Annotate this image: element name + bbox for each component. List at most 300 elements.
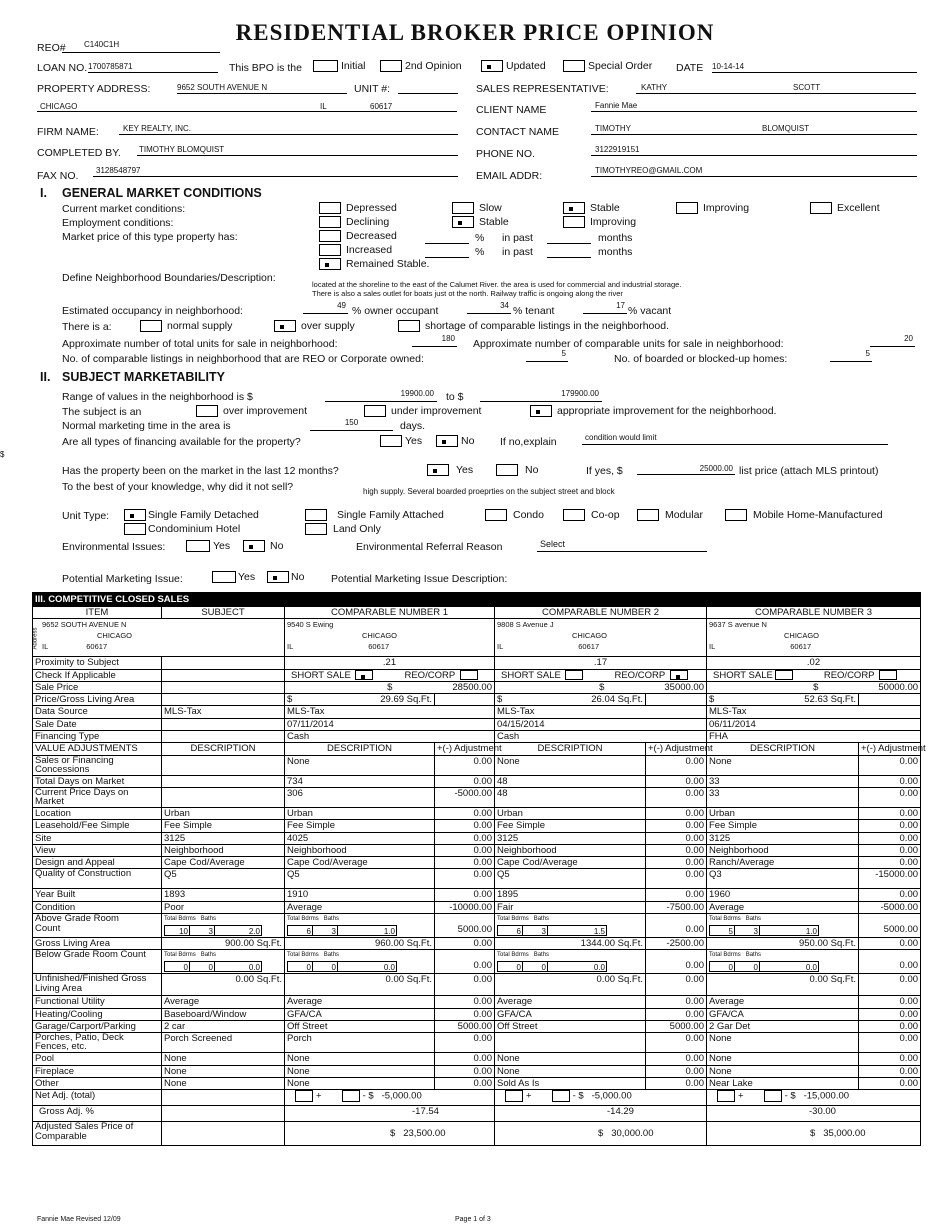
comp3-bg-rooms[interactable] [707, 950, 859, 974]
client-field[interactable]: Fannie Mae [591, 99, 917, 112]
description-cell[interactable]: 734 [285, 775, 435, 787]
days-field[interactable]: 150 [310, 418, 393, 431]
comp2-sale-date[interactable]: 04/15/2014 [495, 718, 707, 730]
adjustment-cell[interactable]: 0.00 [646, 889, 707, 901]
description-cell[interactable]: 4025 [285, 832, 435, 844]
dollar-sign: $ [578, 1090, 584, 1102]
adjustment-cell[interactable]: -5000.00 [859, 901, 921, 913]
plus-checkbox-icon[interactable] [295, 1090, 313, 1102]
adjustment-cell[interactable]: 0.00 [435, 1077, 495, 1089]
city-line[interactable] [37, 99, 457, 112]
description-cell[interactable]: Off Street [285, 1020, 435, 1032]
subject-state: IL [42, 642, 49, 652]
comp1-gla[interactable] [285, 938, 435, 950]
description-cell[interactable]: None [285, 1065, 435, 1077]
cb-over-improvement[interactable] [196, 405, 307, 417]
description-cell[interactable]: None [707, 1033, 859, 1053]
adjustment-cell[interactable]: 0.00 [646, 844, 707, 856]
description-cell[interactable]: 3125 [162, 832, 285, 844]
cb-slow[interactable] [452, 202, 502, 214]
description-cell[interactable]: None [162, 1077, 285, 1089]
adjustment-cell[interactable]: 0.00 [646, 787, 707, 807]
comp3-gla[interactable] [707, 938, 859, 950]
cb-emp-stable[interactable] [452, 216, 509, 228]
description-cell[interactable]: Cape Cod/Average [285, 857, 435, 869]
env-ref-label: Environmental Referral Reason [356, 541, 503, 553]
comp1-asp[interactable] [285, 1122, 495, 1146]
reo-listings-field[interactable]: 5 [526, 349, 568, 362]
adjustment-cell[interactable]: -15000.00 [859, 869, 921, 889]
checkbox-icon[interactable] [460, 670, 478, 680]
cb-condo-hotel[interactable] [124, 523, 240, 535]
adjustment-cell[interactable]: 0.00 [435, 857, 495, 869]
explain-field[interactable]: condition would limit [582, 432, 888, 445]
adjustment-cell[interactable]: 0.00 [859, 820, 921, 832]
description-cell[interactable]: Fee Simple [495, 820, 646, 832]
adjustment-cell[interactable]: 0.00 [646, 857, 707, 869]
description-cell[interactable]: None [495, 1053, 646, 1065]
adjustment-cell[interactable]: -10000.00 [435, 901, 495, 913]
comp2-data-source[interactable]: MLS-Tax [495, 706, 707, 718]
bdrms-label: Bdrms [723, 916, 741, 923]
adjustment-cell[interactable]: 0.00 [435, 889, 495, 901]
cb-appropriate[interactable] [530, 405, 776, 417]
comp1-financing-type[interactable]: Cash [285, 731, 495, 743]
shortage-label: shortage of comparable listings in the neighborhood. [425, 320, 669, 332]
adjustment-cell[interactable]: 0.00 [859, 1033, 921, 1053]
comp1-rooms[interactable] [285, 914, 435, 938]
description-cell[interactable]: Cape Cod/Average [495, 857, 646, 869]
adjustment-cell[interactable]: 0.00 [646, 775, 707, 787]
decreased-pct-field[interactable] [425, 231, 469, 244]
cb-pmi-yes[interactable] [212, 571, 255, 583]
comp1-rooms-adj[interactable]: 5000.00 [435, 914, 495, 938]
description-cell[interactable]: Neighborhood [285, 844, 435, 856]
subject-gla[interactable] [162, 938, 285, 950]
bpo-updated[interactable] [481, 60, 546, 72]
cb-sfd[interactable] [124, 509, 259, 521]
description-cell[interactable]: Cape Cod/Average [162, 857, 285, 869]
description-cell[interactable]: 1893 [162, 889, 285, 901]
phone-field[interactable]: 3122919151 [591, 143, 917, 156]
description-cell[interactable]: GFA/CA [495, 1008, 646, 1020]
adjustment-cell[interactable]: 5000.00 [646, 1020, 707, 1032]
description-cell[interactable]: None [162, 1065, 285, 1077]
description-cell[interactable] [162, 755, 285, 775]
checkbox-icon[interactable] [879, 670, 897, 680]
comp1-data-source[interactable]: MLS-Tax [285, 706, 495, 718]
adjustment-cell[interactable]: 0.00 [435, 807, 495, 819]
comp2-ppsf[interactable] [495, 694, 646, 706]
description-cell[interactable]: 306 [285, 787, 435, 807]
description-cell[interactable]: Average [285, 901, 435, 913]
comp2-address[interactable] [495, 619, 707, 657]
description-cell[interactable]: Urban [495, 807, 646, 819]
cb-emp-improving[interactable] [563, 216, 636, 228]
rep-field[interactable] [636, 81, 916, 94]
adjustment-cell[interactable]: 0.00 [435, 1065, 495, 1077]
checkbox-checked-icon [243, 540, 265, 552]
adjustment-cell[interactable]: 0.00 [859, 807, 921, 819]
adjustment-cell[interactable]: 0.00 [646, 832, 707, 844]
reo-field[interactable]: C140C1H [62, 40, 220, 53]
vacant-field[interactable]: 17 [583, 301, 627, 314]
adjustment-cell[interactable]: 0.00 [859, 1065, 921, 1077]
adjustment-cell[interactable]: 0.00 [646, 1065, 707, 1077]
subject-rooms[interactable] [162, 914, 285, 938]
description-cell[interactable]: None [495, 1065, 646, 1077]
comp1-bg-sqft-adj[interactable]: 0.00 [435, 974, 495, 996]
comp2-bg-sqft[interactable] [495, 974, 646, 996]
comp3-proximity[interactable]: .02 [707, 657, 921, 669]
comp1-bg-adj[interactable]: 0.00 [435, 950, 495, 974]
cb-env-no[interactable] [243, 540, 283, 552]
adjustment-cell[interactable]: -5000.00 [435, 787, 495, 807]
checkbox-icon [313, 60, 338, 72]
bpo-initial[interactable] [313, 60, 366, 72]
comp2-financing-type[interactable]: Cash [495, 731, 707, 743]
adjustment-cell[interactable]: 0.00 [435, 1053, 495, 1065]
checkbox-icon[interactable] [565, 670, 583, 680]
comp2-gla-adj[interactable]: -2500.00 [646, 938, 707, 950]
range-to-label: to $ [446, 391, 464, 403]
comp3-rooms[interactable] [707, 914, 859, 938]
cb-normal-supply[interactable] [140, 320, 232, 332]
adjustment-cell[interactable]: 0.00 [435, 755, 495, 775]
comp2-rooms[interactable] [495, 914, 646, 938]
row-label: Site [33, 832, 162, 844]
adjustment-cell[interactable]: 0.00 [646, 1008, 707, 1020]
description-cell[interactable]: Porch Screened [162, 1033, 285, 1053]
comp1-check[interactable] [285, 669, 495, 681]
description-cell[interactable]: Baseboard/Window [162, 1008, 285, 1020]
range-low-field[interactable]: 19900.00 [325, 389, 437, 402]
description-cell[interactable] [495, 1033, 646, 1053]
comp1-sale-price[interactable] [285, 681, 495, 693]
cb-decreased[interactable] [319, 230, 397, 242]
unit-label: UNIT #: [354, 83, 390, 95]
comp2-bg-sqft-adj[interactable]: 0.00 [646, 974, 707, 996]
cb-env-yes[interactable] [186, 540, 230, 552]
cb-modular[interactable] [637, 509, 703, 521]
comp1-address[interactable] [285, 619, 495, 657]
plus-label: + [738, 1090, 744, 1102]
comp2-net-adj[interactable] [495, 1090, 707, 1106]
description-cell[interactable]: Fee Simple [162, 820, 285, 832]
adjustment-cell[interactable]: 0.00 [435, 996, 495, 1008]
cb-improving[interactable] [676, 202, 749, 214]
comp3-net-adj[interactable] [707, 1090, 921, 1106]
comp1-ppsf[interactable] [285, 694, 435, 706]
description-cell[interactable]: Q5 [285, 869, 435, 889]
increased-months-field[interactable] [547, 245, 591, 258]
description-cell[interactable]: Urban [162, 807, 285, 819]
cb-remained[interactable] [319, 258, 429, 270]
description-cell[interactable]: Near Lake [707, 1077, 859, 1089]
plus-checkbox-icon[interactable] [505, 1090, 523, 1102]
description-cell[interactable]: Fair [495, 901, 646, 913]
subject-data-source[interactable]: MLS-Tax [162, 706, 285, 718]
description-cell[interactable]: 1960 [707, 889, 859, 901]
cb-market-yes[interactable] [427, 464, 473, 476]
description-cell[interactable]: Off Street [495, 1020, 646, 1032]
description-cell[interactable]: 1895 [495, 889, 646, 901]
emp-stable-label: Stable [479, 216, 509, 228]
adjustment-cell[interactable]: 0.00 [859, 832, 921, 844]
description-cell[interactable]: None [285, 1077, 435, 1089]
dollar-sign: $ [497, 694, 503, 706]
description-cell[interactable] [162, 775, 285, 787]
comp1-sale-date[interactable]: 07/11/2014 [285, 718, 495, 730]
cb-under-improvement[interactable] [364, 405, 481, 417]
description-cell[interactable]: Q5 [162, 869, 285, 889]
comp3-address[interactable] [707, 619, 921, 657]
description-cell[interactable]: Average [162, 996, 285, 1008]
cb-shortage[interactable] [398, 320, 669, 332]
total-label: Total [287, 952, 300, 959]
comp3-bg-sqft-adj[interactable]: 0.00 [859, 974, 921, 996]
checkbox-checked-icon[interactable] [670, 670, 688, 680]
comp3-gross-adj[interactable]: -30.00 [707, 1106, 921, 1122]
tenant-field[interactable]: 34 [467, 301, 511, 314]
comp1-ppsf-value: 29.69 [380, 694, 405, 706]
adjustment-cell[interactable]: 0.00 [646, 1077, 707, 1089]
minus-checkbox-icon[interactable] [342, 1090, 360, 1102]
comp1-net-adj[interactable] [285, 1090, 495, 1106]
adjustment-cell[interactable]: 0.00 [435, 869, 495, 889]
description-cell[interactable]: None [495, 755, 646, 775]
adjustment-cell[interactable]: 0.00 [435, 844, 495, 856]
comp3-bg-sqft[interactable] [707, 974, 859, 996]
cb-pmi-no[interactable] [267, 571, 304, 583]
description-cell[interactable]: Fee Simple [707, 820, 859, 832]
description-cell[interactable]: 3125 [495, 832, 646, 844]
adjustment-cell[interactable]: 0.00 [435, 775, 495, 787]
comp2-gross-adj[interactable]: -14.29 [495, 1106, 707, 1122]
adjustment-cell[interactable]: 0.00 [646, 820, 707, 832]
comp3-sale-price[interactable] [707, 681, 921, 693]
increased-pct-field[interactable] [425, 245, 469, 258]
description-cell[interactable]: None [707, 1065, 859, 1077]
subject-financing-type[interactable] [162, 731, 285, 743]
checkbox-icon [305, 509, 327, 521]
cb-coop[interactable] [563, 509, 620, 521]
cb-financing-no[interactable] [436, 435, 474, 447]
minus-checkbox-icon[interactable] [552, 1090, 570, 1102]
table-row [33, 996, 921, 1008]
adjustment-cell[interactable]: 0.00 [646, 807, 707, 819]
plus-checkbox-icon[interactable] [717, 1090, 735, 1102]
description-cell[interactable]: Poor [162, 901, 285, 913]
adjustment-cell[interactable]: 5000.00 [435, 1020, 495, 1032]
subject-bg-rooms[interactable] [162, 950, 285, 974]
comp3-data-source[interactable]: MLS-Tax [707, 706, 921, 718]
description-cell[interactable]: None [707, 1053, 859, 1065]
cb-depressed[interactable] [319, 202, 397, 214]
address-field[interactable]: 9652 SOUTH AVENUE N [177, 81, 347, 94]
comp2-gla[interactable] [495, 938, 646, 950]
boarded-field[interactable]: 5 [830, 349, 872, 362]
subject-bg-sqft[interactable] [162, 974, 285, 996]
adjustment-cell[interactable]: 0.00 [435, 1033, 495, 1053]
comp3-sale-date[interactable]: 06/11/2014 [707, 718, 921, 730]
minus-checkbox-icon[interactable] [764, 1090, 782, 1102]
env-select[interactable]: Select [537, 539, 707, 552]
dollar-sign: $ [810, 1128, 816, 1140]
comp1-bg-rooms[interactable] [285, 950, 435, 974]
description-cell[interactable]: Average [707, 901, 859, 913]
description-cell[interactable]: None [707, 755, 859, 775]
cb-over-supply[interactable] [274, 320, 355, 332]
adjustment-cell[interactable]: -7500.00 [646, 901, 707, 913]
subject-net-adj [162, 1090, 285, 1106]
cb-declining[interactable] [319, 216, 389, 228]
adjustment-cell[interactable]: 0.00 [646, 1033, 707, 1053]
checkbox-icon[interactable] [775, 670, 793, 680]
description-cell[interactable]: Neighborhood [707, 844, 859, 856]
description-cell[interactable]: 1910 [285, 889, 435, 901]
adjustment-cell[interactable]: 0.00 [859, 844, 921, 856]
adjustment-cell[interactable]: 0.00 [859, 1020, 921, 1032]
adjustment-cell[interactable]: 0.00 [859, 996, 921, 1008]
cb-stable[interactable] [563, 202, 620, 214]
description-cell[interactable]: Porch [285, 1033, 435, 1053]
contact-field[interactable] [591, 122, 917, 135]
description-cell[interactable]: None [285, 1053, 435, 1065]
fax-field[interactable]: 3128548797 [93, 164, 458, 177]
cb-condo[interactable] [485, 509, 544, 521]
comp2-asp[interactable] [495, 1122, 707, 1146]
adjustment-cell[interactable]: 0.00 [435, 820, 495, 832]
adjustment-cell[interactable]: 0.00 [646, 996, 707, 1008]
adjustment-cell[interactable]: 0.00 [859, 1053, 921, 1065]
adjustment-cell[interactable]: 0.00 [646, 1053, 707, 1065]
description-cell[interactable]: Urban [285, 807, 435, 819]
subject-description-header: DESCRIPTION [162, 743, 285, 755]
comp1-gla-adj[interactable]: 0.00 [435, 938, 495, 950]
table-row [33, 1020, 921, 1032]
range-high-field[interactable]: 179900.00 [480, 389, 602, 402]
adjustment-cell[interactable]: 0.00 [859, 787, 921, 807]
adjustment-cell[interactable]: 0.00 [646, 869, 707, 889]
comp1-bg-sqft[interactable] [285, 974, 435, 996]
description-cell[interactable]: GFA/CA [285, 1008, 435, 1020]
description-cell[interactable]: Fee Simple [285, 820, 435, 832]
adjustment-cell[interactable]: 0.00 [859, 755, 921, 775]
comp2-bg-adj[interactable]: 0.00 [646, 950, 707, 974]
unit-field[interactable] [398, 81, 458, 94]
completed-field[interactable]: TIMOTHY BLOMQUIST [137, 143, 458, 156]
description-cell[interactable]: 33 [707, 775, 859, 787]
description-cell[interactable]: 33 [707, 787, 859, 807]
description-cell[interactable]: 2 car [162, 1020, 285, 1032]
bpo-special[interactable] [563, 60, 652, 72]
adjustment-cell[interactable]: 0.00 [646, 755, 707, 775]
why-field[interactable]: high supply. Several boarded proeprties on the subject street and block [363, 487, 615, 496]
adjustment-cell[interactable]: 0.00 [859, 857, 921, 869]
description-cell[interactable]: None [285, 755, 435, 775]
list-price-field[interactable]: 25000.00 [637, 462, 735, 475]
adjustment-cell[interactable]: 0.00 [859, 1077, 921, 1089]
description-cell[interactable]: Q5 [495, 869, 646, 889]
description-cell[interactable]: Neighborhood [495, 844, 646, 856]
comp3-ppsf[interactable] [707, 694, 859, 706]
description-cell[interactable]: Urban [707, 807, 859, 819]
description-cell[interactable]: Average [707, 996, 859, 1008]
comp3-check[interactable] [707, 669, 921, 681]
comp2-bg-rooms[interactable] [495, 950, 646, 974]
description-cell[interactable]: GFA/CA [707, 1008, 859, 1020]
adjustment-cell[interactable]: 0.00 [859, 889, 921, 901]
date-field[interactable]: 10-14-14 [712, 60, 917, 73]
cb-increased[interactable] [319, 244, 392, 256]
cb-financing-yes[interactable] [380, 435, 422, 447]
cb-mobile[interactable] [725, 509, 883, 521]
comp1-gross-adj[interactable]: -17.54 [285, 1106, 495, 1122]
pmi-no-label: No [291, 571, 305, 583]
total-units-field[interactable]: 180 [412, 334, 457, 347]
decreased-months-field[interactable] [547, 231, 591, 244]
owner-field[interactable]: 49 [303, 301, 348, 314]
comp-units-field[interactable]: 20 [870, 334, 915, 347]
comp1-proximity[interactable]: .21 [285, 657, 495, 669]
adjustment-cell[interactable]: 0.00 [435, 832, 495, 844]
subject-proximity[interactable] [162, 657, 285, 669]
baths-label: Baths [533, 916, 550, 923]
comp2-gla-value: 1344.00 [580, 938, 616, 950]
description-cell[interactable] [162, 787, 285, 807]
checkbox-checked-icon[interactable] [355, 670, 373, 680]
email-field[interactable]: TIMOTHYREO@GMAIL.COM [591, 164, 917, 177]
adjustment-cell[interactable]: 0.00 [859, 1008, 921, 1020]
comp3-financing-type[interactable]: FHA [707, 731, 921, 743]
comp1-ppsf-blank [435, 694, 495, 706]
comp2-sale-price[interactable] [495, 681, 707, 693]
description-cell[interactable]: None [162, 1053, 285, 1065]
loan-field[interactable]: 1700785871 [88, 60, 218, 73]
subject-address[interactable] [33, 619, 285, 657]
description-cell[interactable]: 2 Gar Det [707, 1020, 859, 1032]
comp2-proximity[interactable]: .17 [495, 657, 707, 669]
description-cell[interactable]: Sold As Is [495, 1077, 646, 1089]
description-cell[interactable]: 48 [495, 787, 646, 807]
comp3-bg-adj[interactable]: 0.00 [859, 950, 921, 974]
comp3-rooms-adj[interactable]: 5000.00 [859, 914, 921, 938]
subject-sale-date[interactable] [162, 718, 285, 730]
description-cell[interactable]: Neighborhood [162, 844, 285, 856]
bpo-second[interactable] [380, 60, 462, 72]
description-cell[interactable]: Average [285, 996, 435, 1008]
description-cell[interactable]: Average [495, 996, 646, 1008]
comp2-rooms-adj[interactable]: 0.00 [646, 914, 707, 938]
firm-field[interactable]: KEY REALTY, INC. [119, 122, 458, 135]
adjustment-cell[interactable]: 0.00 [859, 775, 921, 787]
adjustment-cell[interactable]: 0.00 [435, 1008, 495, 1020]
months-label: months [598, 232, 633, 244]
agrc-text: Above Grade Room Count [35, 913, 119, 935]
comp3-asp[interactable] [707, 1122, 921, 1146]
cb-land[interactable] [305, 523, 381, 535]
comp2-check[interactable] [495, 669, 707, 681]
cb-sfa[interactable] [305, 509, 444, 521]
description-cell[interactable]: Q3 [707, 869, 859, 889]
description-cell[interactable]: 48 [495, 775, 646, 787]
cb-market-no[interactable] [496, 464, 538, 476]
description-cell[interactable]: Ranch/Average [707, 857, 859, 869]
description-cell[interactable]: 3125 [707, 832, 859, 844]
cb-excellent[interactable] [810, 202, 880, 214]
comp3-gla-adj[interactable]: 0.00 [859, 938, 921, 950]
